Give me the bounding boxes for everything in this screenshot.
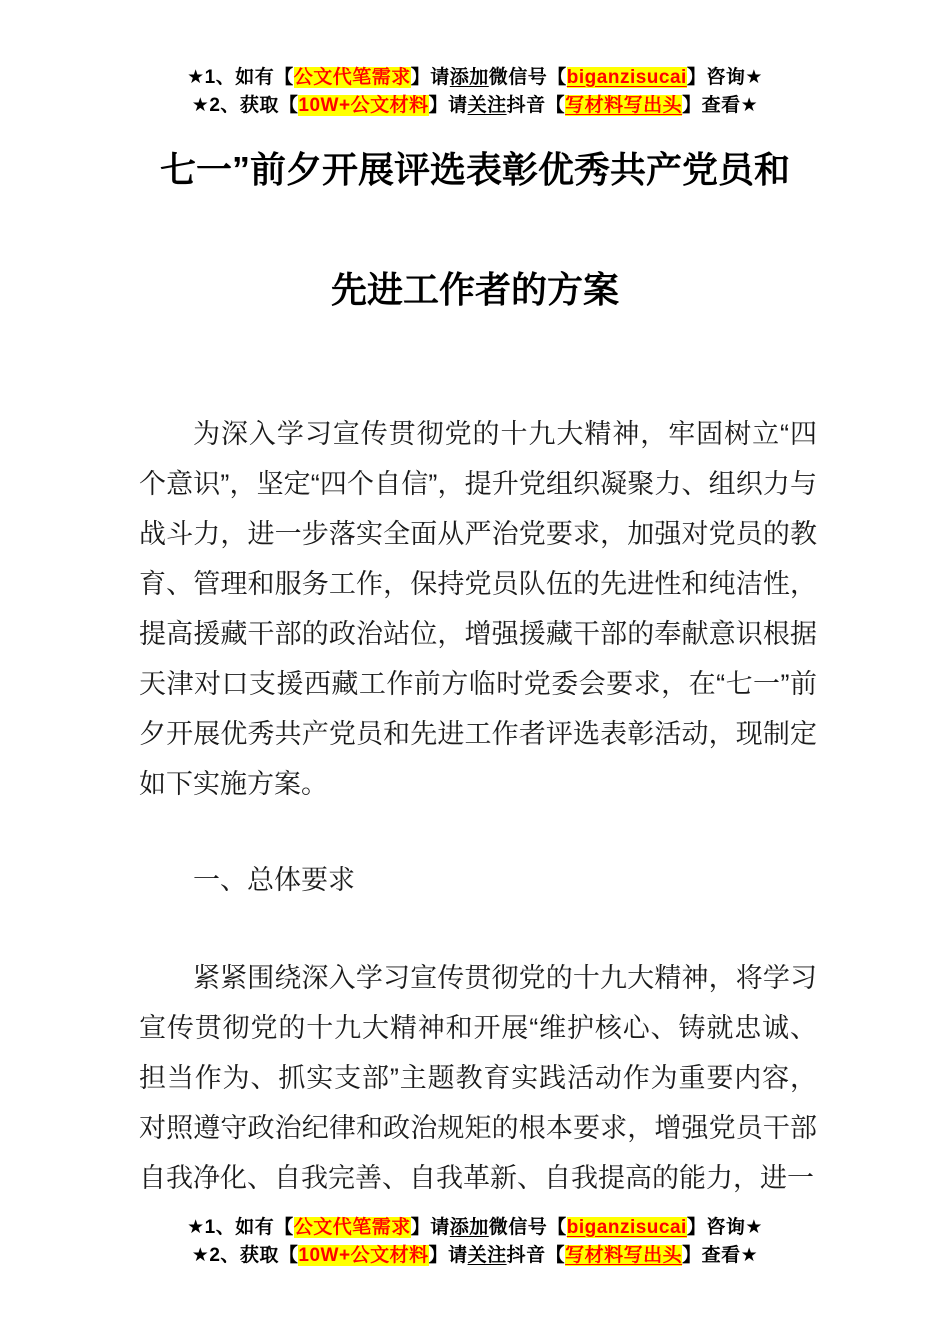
promo-segment: 公文代笔需求	[293, 67, 411, 88]
promo-segment: ★2、获取【	[191, 95, 299, 116]
promo-segment: ★2、获取【	[191, 1245, 299, 1266]
document-title-line-1: 七一”前夕开展评选表彰优秀共产党员和	[159, 149, 790, 190]
promo-segment: 微信号【	[488, 67, 567, 88]
promo-segment: 】请	[428, 1245, 468, 1266]
header-promo-line-2	[0, 92, 950, 120]
promo-segment: 抖音【	[506, 95, 566, 116]
document-title-line-2: 先进工作者的方案	[330, 269, 619, 310]
promo-segment: ★1、如有【	[187, 67, 294, 88]
promo-segment: 关注	[467, 95, 507, 116]
promo-segment: 】咨询★	[686, 67, 763, 88]
promo-segment: biganzisucai	[566, 1217, 687, 1238]
promo-segment: 添加	[449, 1217, 489, 1238]
paragraph-section-1: 紧紧围绕深入学习宣传贯彻党的十九大精神，将学习宣传贯彻党的十九大精神和开展“维护核心、铸就忠诚、担当作为、抓实支部”主题教育实践活动作为重要内容，对照遵守政治纪律和政治规矩的根本要求，增强党员干部自我净化、自我完善、自我革新、自我提高的能力，进一	[139, 963, 817, 1193]
header-promo	[0, 64, 950, 120]
footer-promo	[0, 1214, 950, 1270]
section-heading-1: 一、总体要求	[193, 865, 355, 895]
promo-segment: 】查看★	[682, 95, 759, 116]
promo-segment: 10W+公文材料	[298, 95, 429, 116]
promo-segment: 10W+公文材料	[298, 1245, 429, 1266]
promo-segment: 】咨询★	[686, 1217, 763, 1238]
promo-segment: 微信号【	[488, 1217, 567, 1238]
header-promo-line-1	[0, 64, 950, 92]
footer-promo-line-2	[0, 1242, 950, 1270]
promo-segment: 】请	[410, 67, 450, 88]
footer-promo-line-1	[0, 1214, 950, 1242]
promo-segment: 公文代笔需求	[293, 1217, 411, 1238]
promo-segment: 】查看★	[682, 1245, 759, 1266]
document-body	[139, 409, 817, 1203]
promo-segment: ★1、如有【	[187, 1217, 294, 1238]
promo-segment: 添加	[449, 67, 489, 88]
promo-segment: biganzisucai	[566, 67, 687, 88]
promo-segment: 写材料写出头	[565, 1245, 683, 1266]
promo-segment: 关注	[467, 1245, 507, 1266]
promo-segment: 写材料写出头	[565, 95, 683, 116]
promo-segment: 】请	[410, 1217, 450, 1238]
paragraph-intro: 为深入学习宣传贯彻党的十九大精神，牢固树立“四个意识”，坚定“四个自信”，提升党组织凝聚力、组织力与战斗力，进一步落实全面从严治党要求，加强对党员的教育、管理和服务工作，保持党员队伍的先进性和纯洁性，提高援藏干部的政治站位，增强援藏干部的奉献意识根据天津对口支援西藏工作前方临时党委会要求，在“七一”前夕开展优秀共产党员和先进工作者评选表彰活动，现制定如下实施方案。	[139, 419, 817, 799]
promo-segment: 抖音【	[506, 1245, 566, 1266]
promo-segment: 】请	[428, 95, 468, 116]
